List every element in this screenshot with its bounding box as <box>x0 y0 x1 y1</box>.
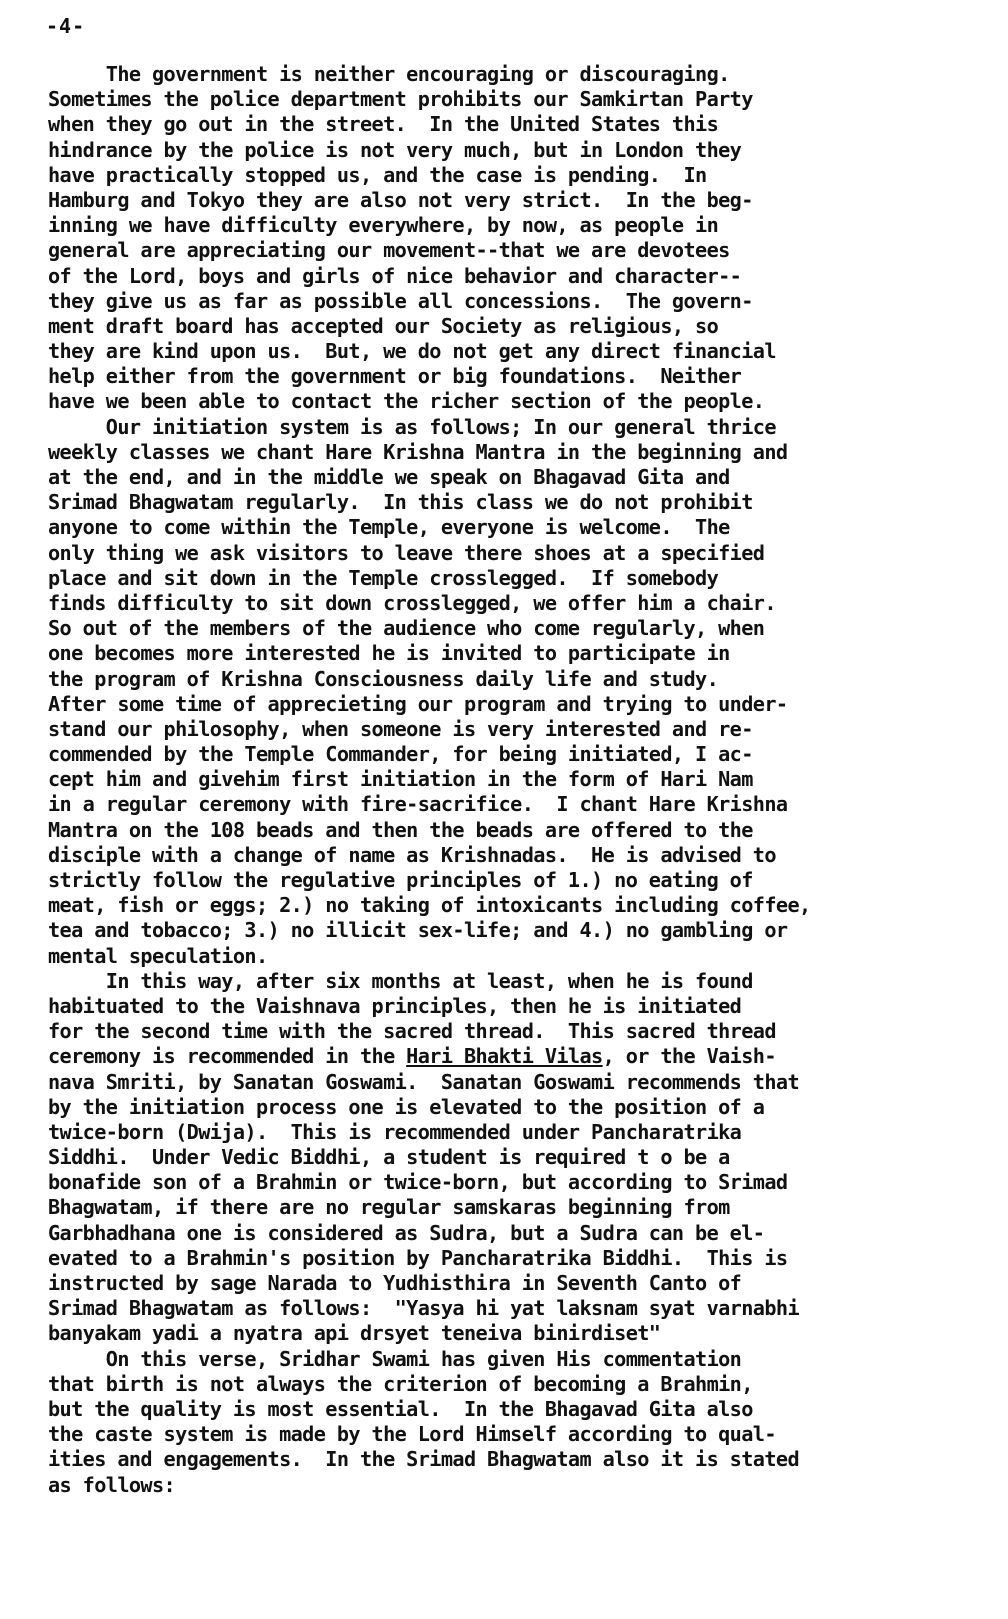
text-line: as follows: <box>48 1472 176 1497</box>
text-line: the program of Krishna Consciousness daily life and study. <box>48 666 719 691</box>
text-line: commended by the Temple Commander, for being initiated, I ac- <box>48 742 753 767</box>
text-line: when they go out in the street. In the United States this <box>48 112 719 137</box>
text-line: meat, fish or eggs; 2.) no taking of intoxicants including coffee, <box>48 893 811 918</box>
text-line: anyone to come within the Temple, everyone is welcome. The <box>48 515 730 540</box>
text-line: ment draft board has accepted our Society as religious, so <box>48 313 719 338</box>
text-line: evated to a Brahmin's position by Pancharatrika Biddhi. This is <box>48 1245 788 1270</box>
text-line: In this way, after six months at least, when he is found <box>48 968 753 993</box>
text-line: only thing we ask visitors to leave there shoes at a specified <box>48 540 765 565</box>
text-line: banyakam yadi a nyatra api drsyet teneiva binirdiset" <box>48 1321 661 1346</box>
text-line: disciple with a change of name as Krishnadas. He is advised to <box>48 842 776 867</box>
text-line: After some time of apprecieting our program and trying to under- <box>48 691 788 716</box>
underlined-book-title: Hari Bhakti Vilas <box>406 1044 603 1069</box>
text-line: nava Smriti, by Sanatan Goswami. Sanatan Goswami recommends that <box>48 1069 800 1094</box>
text-line: one becomes more interested he is invited to participate in <box>48 641 730 666</box>
text-line: Mantra on the 108 beads and then the beads are offered to the <box>48 817 753 842</box>
text-line: help either from the government or big foundations. Neither <box>48 364 742 389</box>
text-line: hindrance by the police is not very much, but in London they <box>48 137 742 162</box>
text-line: twice-born (Dwija). This is recommended under Pancharatrika <box>48 1119 742 1144</box>
text-line: Hamburg and Tokyo they are also not very strict. In the beg- <box>48 187 753 212</box>
text-line: at the end, and in the middle we speak on Bhagavad Gita and <box>48 465 730 489</box>
text-line: for the second time with the sacred thread. This sacred thread <box>48 1019 776 1044</box>
text-line: instructed by sage Narada to Yudhisthira in Seventh Canto of <box>48 1271 742 1295</box>
text-line: but the quality is most essential. In the Bhagavad Gita also <box>48 1396 753 1421</box>
text-line: general are appreciating our movement--that we are devotees <box>48 238 730 263</box>
text-line: ities and engagements. In the Srimad Bhagwatam also it is stated <box>48 1447 800 1472</box>
text-line: they are kind upon us. But, we do not get any direct financial <box>48 339 776 364</box>
text-line: The government is neither encouraging or discouraging. <box>48 62 730 86</box>
text-line: bonafide son of a Brahmin or twice-born, but according to Srimad <box>48 1170 788 1195</box>
text-line: they give us as far as possible all concessions. The govern- <box>48 288 753 313</box>
text-line: inning we have difficulty everywhere, by now, as people in <box>48 213 719 238</box>
text-line: Bhagwatam, if there are no regular samskaras beginning from <box>48 1195 730 1220</box>
text-line: the caste system is made by the Lord Himself according to qual- <box>48 1422 776 1447</box>
text-line: strictly follow the regulative principles of 1.) no eating of <box>48 868 753 892</box>
text-line: place and sit down in the Temple crosslegged. If somebody <box>48 565 719 590</box>
text-line: Our initiation system is as follows; In our general thrice <box>48 414 776 439</box>
text-line: by the initiation process one is elevated to the position of a <box>48 1094 765 1119</box>
text-line: weekly classes we chant Hare Krishna Mantra in the beginning and <box>48 439 788 464</box>
text-line: Garbhadhana one is considered as Sudra, but a Sudra can be el- <box>48 1220 765 1245</box>
text-line: cept him and givehim first initiation in the form of Hari Nam <box>48 767 753 792</box>
text-line: Siddhi. Under Vedic Biddhi, a student is required t o be a <box>48 1145 730 1170</box>
text-line: that birth is not always the criterion of becoming a Brahmin, <box>48 1371 753 1396</box>
body-text <box>48 62 978 1498</box>
text-line: tea and tobacco; 3.) no illicit sex-life; and 4.) no gambling or <box>48 918 788 943</box>
text-segment: ceremony is recommended in the <box>48 1044 407 1069</box>
text-line: Srimad Bhagwatam regularly. In this class we do not prohibit <box>48 490 753 515</box>
text-line: habituated to the Vaishnava principles, then he is initiated <box>48 993 742 1018</box>
text-line: of the Lord, boys and girls of nice behavior and character-- <box>48 263 742 288</box>
text-line: stand our philosophy, when someone is very interested and re- <box>48 716 753 741</box>
text-line: finds difficulty to sit down crosslegged, we offer him a chair. <box>48 590 776 615</box>
text-segment: , or the Vaish- <box>602 1044 776 1069</box>
text-line: On this verse, Sridhar Swami has given His commentation <box>48 1346 742 1371</box>
text-line: in a regular ceremony with fire-sacrifice. I chant Hare Krishna <box>48 792 788 817</box>
text-line: Srimad Bhagwatam as follows: "Yasya hi yat laksnam syat varnabhi <box>48 1296 800 1321</box>
text-line: have practically stopped us, and the case is pending. In <box>48 162 707 187</box>
text-line: have we been able to contact the richer section of the people. <box>48 389 765 414</box>
text-line-with-title <box>48 1044 978 1069</box>
text-line: So out of the members of the audience who come regularly, when <box>48 616 765 641</box>
text-line: mental speculation. <box>48 943 268 968</box>
text-line: Sometimes the police department prohibits our Samkirtan Party <box>48 87 753 112</box>
page-number: -4- <box>46 14 86 38</box>
